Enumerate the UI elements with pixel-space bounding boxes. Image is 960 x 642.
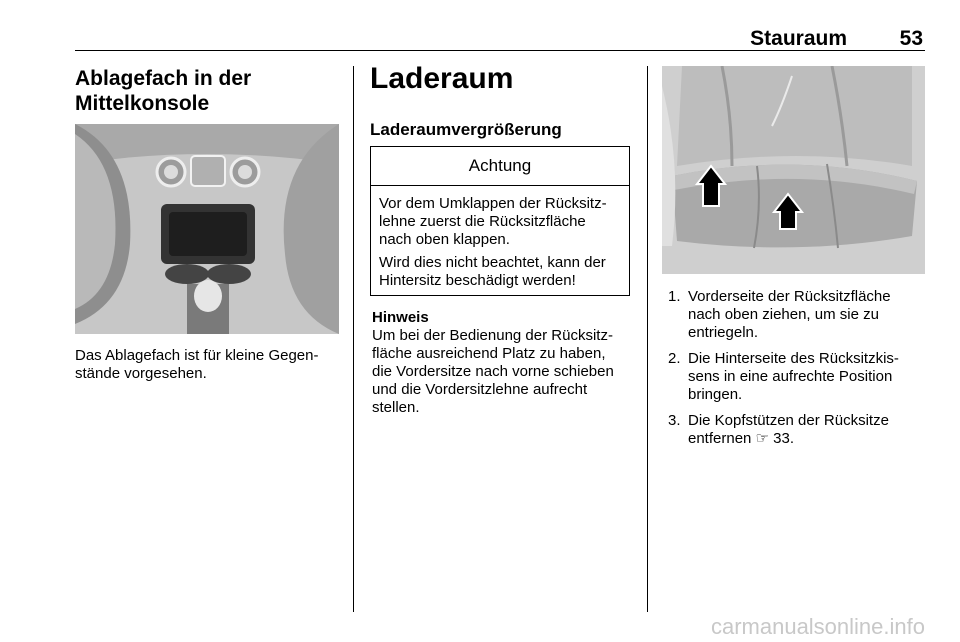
- text-line: Um bei der Bedienung der Rücksitz-: [372, 327, 613, 344]
- warning-box: [370, 146, 630, 296]
- text-line: Vorderseite der Rücksitzfläche: [688, 288, 891, 305]
- text-line: lehne zuerst die Rücksitzfläche: [379, 213, 586, 230]
- step-number: 1.: [668, 288, 681, 305]
- step-number: 3.: [668, 412, 681, 429]
- text-line: Die Kopfstützen der Rücksitze: [688, 412, 889, 429]
- heading-line: Mittelkonsole: [75, 92, 210, 115]
- console-description: [75, 347, 345, 383]
- watermark: carmanualsonline.info: [710, 614, 925, 639]
- text-line: sens in eine aufrechte Position: [688, 368, 893, 385]
- list-item: [668, 288, 926, 342]
- text-line: Das Ablagefach ist für kleine Gegen-: [75, 347, 319, 364]
- text-line: Vor dem Umklappen der Rücksitz-: [379, 195, 607, 212]
- subheading-cargo-expansion: Laderaumvergrößerung: [370, 120, 562, 139]
- column-divider-2: [647, 66, 648, 612]
- section-heading-console: [75, 66, 345, 116]
- text-line: Die Hinterseite des Rücksitzkis-: [688, 350, 899, 367]
- note-text: [372, 327, 637, 417]
- instruction-steps: [668, 288, 926, 456]
- step-number: 2.: [668, 350, 681, 367]
- heading-line: Ablagefach in der: [75, 67, 252, 90]
- text-line: stände vorgesehen.: [75, 365, 207, 382]
- text-line: nach oben ziehen, um sie zu: [688, 306, 879, 323]
- page-reference-link[interactable]: entfernen ☞ 33.: [688, 430, 795, 447]
- text-line: die Vordersitze nach vorne schieben: [372, 363, 614, 380]
- page-number: 53: [899, 27, 923, 50]
- text-line: fläche ausreichend Platz zu haben,: [372, 345, 606, 362]
- text-line: Wird dies nicht beachtet, kann der: [379, 254, 606, 271]
- list-item: [668, 412, 926, 448]
- center-console-storage-photo: [75, 124, 339, 334]
- text-line: stellen.: [372, 399, 420, 416]
- header-rule: [75, 50, 925, 51]
- column-divider-1: [353, 66, 354, 612]
- text-line: nach oben klappen.: [379, 231, 510, 248]
- note-heading: Hinweis: [372, 309, 429, 326]
- rear-seat-cushion-photo: [662, 66, 925, 274]
- list-item: [668, 350, 926, 404]
- warning-title: Achtung: [371, 147, 629, 186]
- section-heading-cargo: Laderaum: [370, 62, 514, 95]
- running-header-section: Stauraum: [750, 27, 847, 50]
- warning-paragraph-1: [371, 186, 629, 249]
- text-line: und die Vordersitzlehne aufrecht: [372, 381, 588, 398]
- text-line: Hintersitz beschädigt werden!: [379, 272, 576, 289]
- warning-paragraph-2: [371, 249, 629, 290]
- text-line: bringen.: [688, 386, 743, 403]
- text-line: entriegeln.: [688, 324, 759, 341]
